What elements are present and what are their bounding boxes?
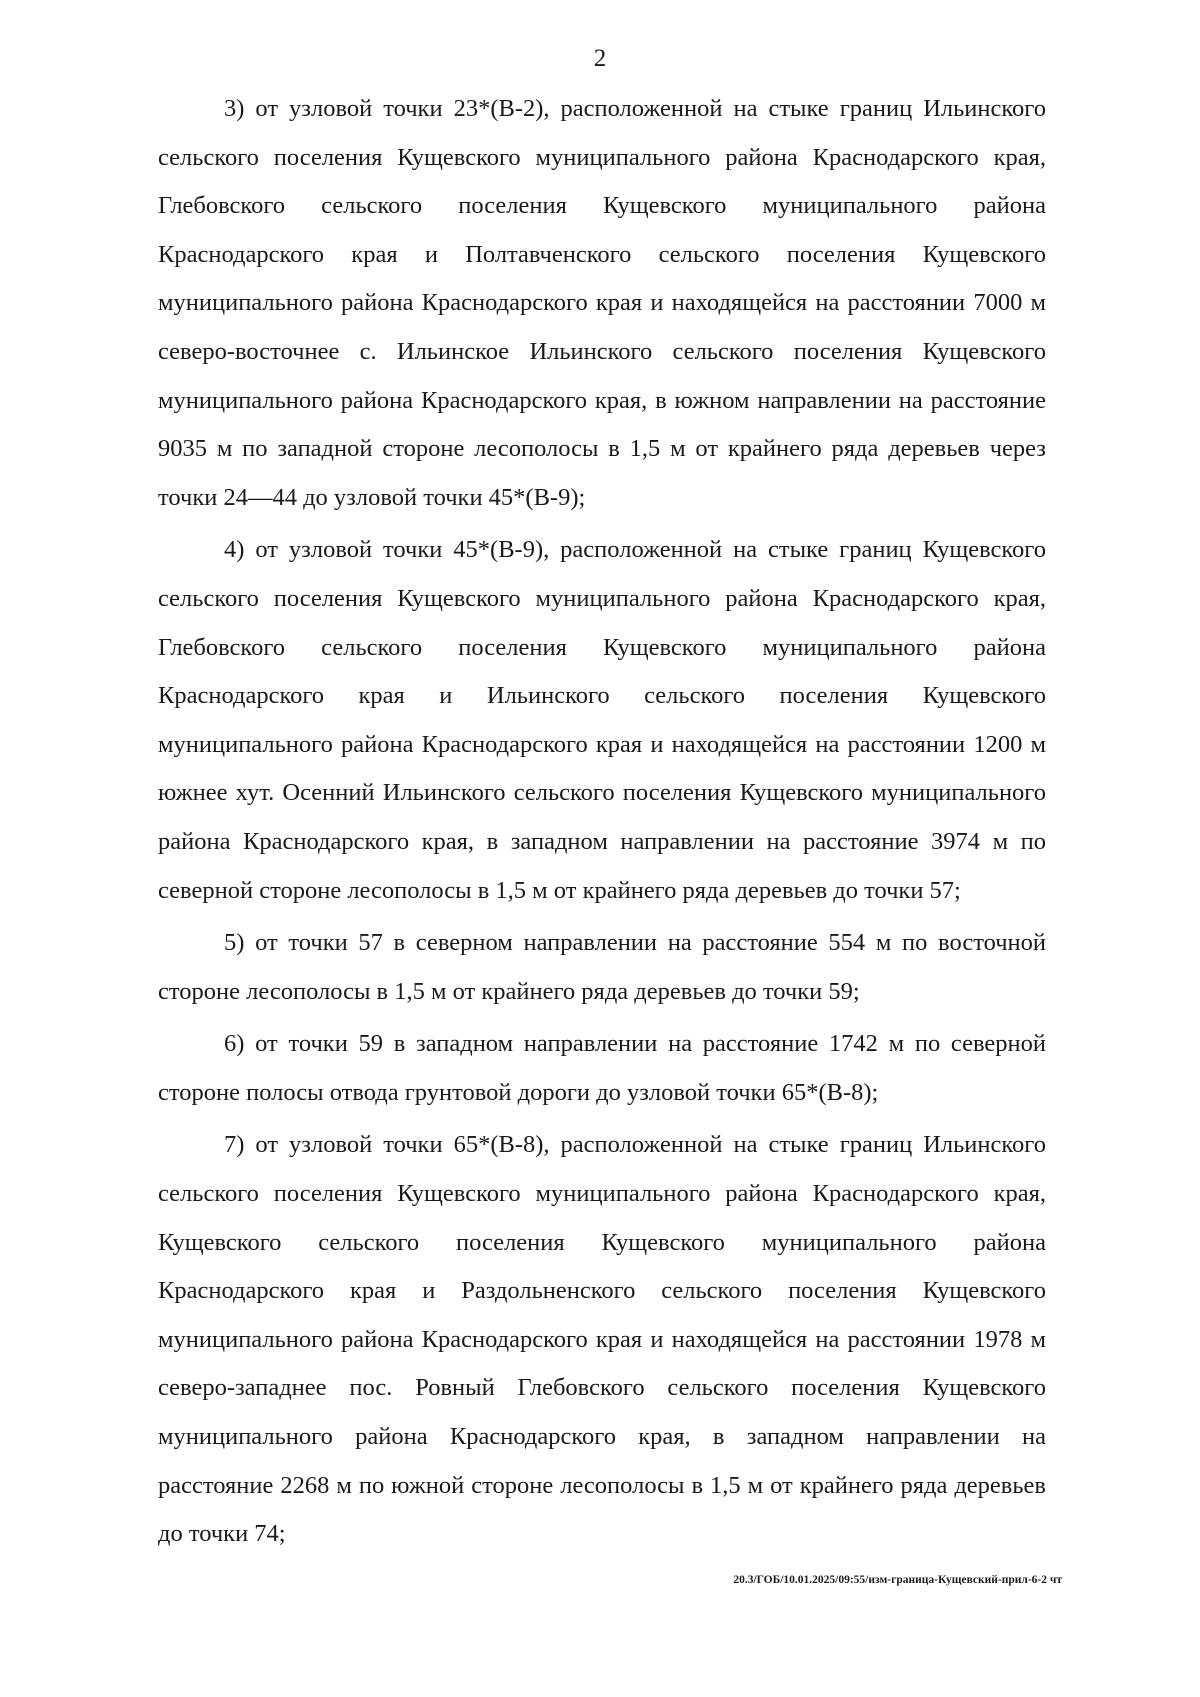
paragraph-item-6: 6) от точки 59 в западном направлении на расстояние 1742 м по северной стороне полосы отвода грунтовой дороги до узловой точки 65*(В-8); — [158, 1030, 1046, 1106]
paragraph-item-4: 4) от узловой точки 45*(В-9), расположенной на стыке границ Кущевского сельского поселения Кущевского муниципального района Краснодарского края, Глебовского сельского поселения Кущевского муниципального района Краснодарского края и Ильинского сельского поселения Кущевского муниципального района Краснодарского края и находящейся на расстоянии 1200 м южнее хут. Осенний Ильинского сельского поселения Кущевского муниципального района Краснодарского края, в западном направлении на расстояние 3974 м по северной стороне лесополосы в 1,5 м от крайнего ряда деревьев до точки 57; — [158, 536, 1046, 904]
paragraph-item-5: 5) от точки 57 в северном направлении на расстояние 554 м по восточной стороне лесополосы в 1,5 м от крайнего ряда деревьев до точки 59; — [158, 929, 1046, 1005]
paragraph-item-3: 3) от узловой точки 23*(В-2), расположенной на стыке границ Ильинского сельского поселения Кущевского муниципального района Краснодарского края, Глебовского сельского поселения Кущевского муниципального района Краснодарского края и Полтавченского сельского поселения Кущевского муниципального района Краснодарского края и находящейся на расстоянии 7000 м северо-восточнее с. Ильинское Ильинского сельского поселения Кущевского муниципального района Краснодарского края, в южном направлении на расстояние 9035 м по западной стороне лесополосы в 1,5 м от крайнего ряда деревьев через точки 24—44 до узловой точки 45*(В-9); — [158, 95, 1046, 511]
footer-file-reference: 20.3/ГОБ/10.01.2025/09:55/изм-граница-Кущевский-прил-6-2 чт — [733, 1574, 1062, 1586]
paragraph-item-7: 7) от узловой точки 65*(В-8), расположенной на стыке границ Ильинского сельского поселения Кущевского муниципального района Краснодарского края, Кущевского сельского поселения Кущевского муниципального района Краснодарского края и Раздольненского сельского поселения Кущевского муниципального района Краснодарского края и находящейся на расстоянии 1978 м северо-западнее пос. Ровный Глебовского сельского поселения Кущевского муниципального района Краснодарского края, в западном направлении на расстояние 2268 м по южной стороне лесополосы в 1,5 м от крайнего ряда деревьев до точки 74; — [158, 1131, 1046, 1548]
page-number: 2 — [593, 45, 607, 72]
document-body — [158, 85, 1046, 1563]
